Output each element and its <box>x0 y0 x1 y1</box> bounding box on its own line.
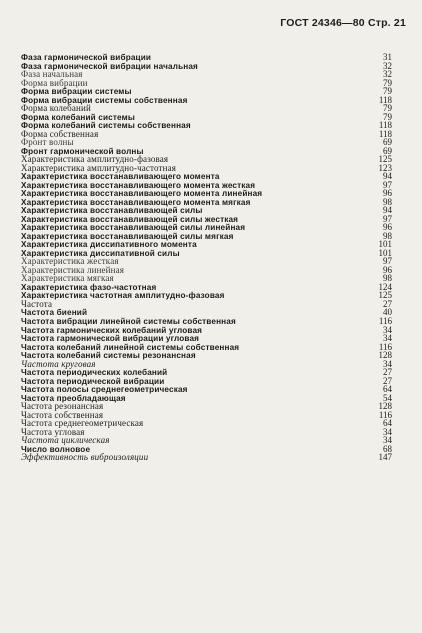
index-entry <box>21 326 392 335</box>
index-term: Фронт волны <box>21 137 74 148</box>
page-header <box>280 17 406 29</box>
index-term: Частота периодической вибрации <box>21 376 165 386</box>
index-term: Частота колебаний системы резонансная <box>21 351 196 361</box>
index-page-number: 34 <box>383 426 392 437</box>
index-page-number: 123 <box>378 162 392 173</box>
index-term: Частота <box>21 298 53 309</box>
index-entry <box>21 113 392 122</box>
index-term: Характеристика амплитудно-фазовая <box>21 154 169 165</box>
index-term: Характеристика жесткая <box>21 256 119 267</box>
index-page-number: 69 <box>383 145 392 156</box>
index-term: Частота преобладающая <box>21 393 126 403</box>
index-term: Частота круговая <box>21 358 96 369</box>
index-term: Форма вибрации системы <box>21 87 132 97</box>
index-page-number: 79 <box>383 77 392 88</box>
index-entry <box>21 138 392 147</box>
index-page-number: 97 <box>383 179 392 190</box>
index-page-number: 98 <box>383 273 392 284</box>
index-term: Характеристика фазо-частотная <box>21 282 157 292</box>
index-page-number: 118 <box>378 120 392 131</box>
index-page-number: 116 <box>378 315 392 326</box>
index-entry <box>21 343 392 352</box>
index-page-number: 79 <box>383 103 392 114</box>
term-index <box>21 53 392 462</box>
index-term: Форма колебаний системы <box>21 112 135 122</box>
index-page-number: 128 <box>378 350 392 361</box>
index-term: Частота среднегеометрическая <box>21 418 144 429</box>
index-entry <box>21 164 392 173</box>
index-entry <box>21 334 392 343</box>
index-term: Частота периодических колебаний <box>21 368 168 378</box>
index-term: Характеристика мягкая <box>21 273 114 284</box>
index-entry <box>21 377 392 386</box>
index-page-number: 79 <box>383 86 392 97</box>
index-entry <box>21 79 392 88</box>
index-entry <box>21 308 392 317</box>
index-page-number: 31 <box>383 52 392 62</box>
index-page-number: 101 <box>378 247 392 258</box>
index-term: Характеристика восстанавливающего момента <box>21 172 220 182</box>
index-page-number: 34 <box>383 358 392 369</box>
index-term: Форма вибрации системы собственная <box>21 95 188 105</box>
index-page-number: 98 <box>383 230 392 241</box>
index-page-number: 97 <box>383 213 392 224</box>
index-entry <box>21 453 392 462</box>
index-page-number: 54 <box>383 392 392 403</box>
index-term: Характеристика восстанавливающей силы <box>21 206 203 216</box>
index-term: Частота угловая <box>21 426 85 437</box>
index-page-number: 34 <box>383 324 392 335</box>
index-term: Фронт гармонической волны <box>21 146 144 156</box>
index-page-number: 64 <box>383 384 392 395</box>
index-entry <box>21 360 392 369</box>
index-term: Частота циклическая <box>21 435 110 446</box>
index-page-number: 118 <box>378 128 392 139</box>
index-entry <box>21 274 392 283</box>
standard-number: ГОСТ 24346—80 <box>280 17 365 29</box>
index-term: Форма колебаний <box>21 103 91 114</box>
index-page-number: 69 <box>383 137 392 148</box>
index-entry <box>21 189 392 198</box>
index-entry <box>21 232 392 241</box>
index-term: Частота гармонических колебаний угловая <box>21 325 203 335</box>
index-page-number: 27 <box>383 298 392 309</box>
index-page-number: 147 <box>378 452 392 463</box>
index-entry <box>21 385 392 394</box>
index-page-number: 96 <box>383 188 392 199</box>
index-page-number: 32 <box>383 69 392 80</box>
index-term: Частота вибрации линейной системы собственная <box>21 316 236 326</box>
index-entry <box>21 291 392 300</box>
index-page-number: 34 <box>383 333 392 344</box>
index-page-number: 116 <box>378 341 392 352</box>
index-page-number: 27 <box>383 367 392 378</box>
index-term: Характеристика восстанавливающего момента линейная <box>21 189 263 199</box>
page-number: Стр. 21 <box>367 17 406 29</box>
index-page-number: 97 <box>383 256 392 267</box>
index-term: Эффективность виброизоляции <box>21 452 149 463</box>
index-term: Характеристика диссипативной силы <box>21 248 180 258</box>
index-page-number: 101 <box>378 239 392 250</box>
index-term: Характеристика восстанавливающего момента мягкая <box>21 197 251 207</box>
index-term: Форма вибрации <box>21 77 88 88</box>
index-term: Характеристика восстанавливающего момента жесткая <box>21 180 256 190</box>
index-page-number: 128 <box>378 401 392 412</box>
index-entry <box>21 181 392 190</box>
index-term: Частота колебаний линейной системы собственная <box>21 342 240 352</box>
index-page-number: 79 <box>383 111 392 122</box>
index-entry <box>21 215 392 224</box>
index-entry <box>21 87 392 96</box>
index-page-number: 27 <box>383 375 392 386</box>
index-entry <box>21 104 392 113</box>
index-page-number: 96 <box>383 222 392 233</box>
index-term: Форма собственная <box>21 128 99 139</box>
index-entry <box>21 317 392 326</box>
index-page-number: 94 <box>383 171 392 182</box>
index-page-number: 32 <box>383 60 392 71</box>
index-term: Характеристика частотная амплитудно-фазовая <box>21 291 225 301</box>
index-term: Характеристика восстанавливающей силы линейная <box>21 223 246 233</box>
index-term: Характеристика восстанавливающей силы мягкая <box>21 231 234 241</box>
index-page-number: 98 <box>383 196 392 207</box>
index-term: Число волновое <box>21 444 91 454</box>
index-term: Форма колебаний системы собственная <box>21 121 191 131</box>
index-term: Характеристика восстанавливающей силы жесткая <box>21 214 239 224</box>
index-page-number: 125 <box>378 154 392 165</box>
index-entry <box>21 223 392 232</box>
index-page-number: 96 <box>383 264 392 275</box>
index-entry <box>21 206 392 215</box>
index-page-number: 64 <box>383 418 392 429</box>
index-page-number: 124 <box>378 281 392 292</box>
index-entry <box>21 436 392 445</box>
index-page-number: 116 <box>378 409 392 420</box>
index-page-number: 118 <box>378 94 392 105</box>
index-entry <box>21 283 392 292</box>
index-page-number: 94 <box>383 205 392 216</box>
index-entry <box>21 198 392 207</box>
index-term: Частота резонансная <box>21 401 104 412</box>
index-term: Фаза гармонической вибрации <box>21 53 152 62</box>
index-entry <box>21 240 392 249</box>
index-term: Фаза гармонической вибрации начальная <box>21 61 198 71</box>
index-page-number: 34 <box>383 435 392 446</box>
index-entry <box>21 172 392 181</box>
index-term: Частота биений <box>21 308 88 318</box>
index-page-number: 68 <box>383 443 392 454</box>
index-term: Характеристика амплитудно-частотная <box>21 162 177 173</box>
index-term: Частота гармонической вибрации угловая <box>21 334 200 344</box>
index-entry <box>21 368 392 377</box>
index-page-number: 125 <box>378 290 392 301</box>
index-term: Характеристика линейная <box>21 264 125 275</box>
index-term: Частота собственная <box>21 409 104 420</box>
index-entry <box>21 53 392 62</box>
index-term: Фаза начальная <box>21 69 83 80</box>
index-term: Характеристика диссипативного момента <box>21 240 197 250</box>
index-page-number: 40 <box>383 307 392 318</box>
index-entry <box>21 130 392 139</box>
index-term: Частота полосы среднегеометрическая <box>21 385 188 395</box>
